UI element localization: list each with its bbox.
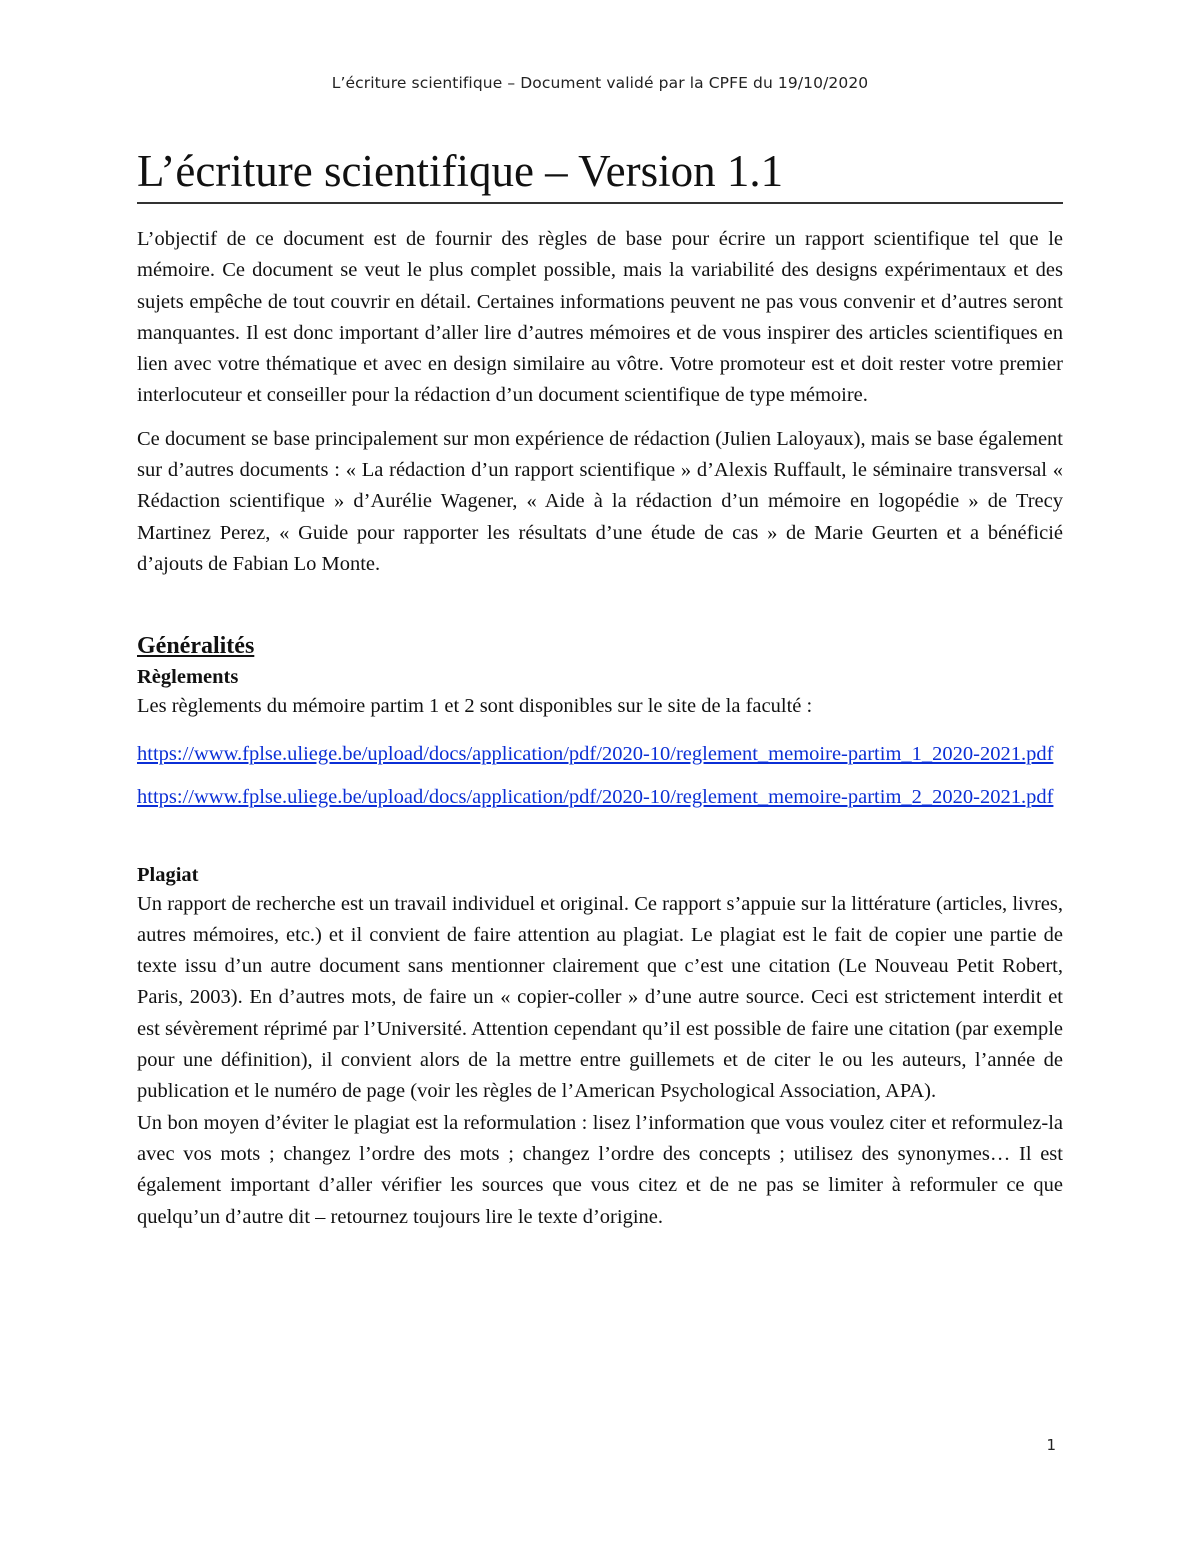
section-heading-generalites: Généralités <box>137 633 255 660</box>
plagiat-paragraph-2: Un bon moyen d’éviter le plagiat est la reformulation : lisez l’information que vous voulez citer et reformulez-la avec vos mots ; changez l’ordre des mots ; changez l’ordre des concepts ; utilisez des synonymes… Il est également important d’aller vérifier les sources que vous citez et de ne pas se limiter à reformuler ce que quelqu’un d’autre dit – retournez toujours lire le texte d’origine. <box>137 1111 1063 1228</box>
plagiat-paragraph-1: Un rapport de recherche est un travail individuel et original. Ce rapport s’appuie sur la littérature (articles, livres, autres mémoires, etc.) et il convient de faire attention au plagiat. Le plagiat est le fait de copier une partie de texte issu d’un autre document sans mentionner clairement que c’est une citation (Le Nouveau Petit Robert, Paris, 2003). En d’autres mots, de faire un « copier-coller » d’une autre source. Ceci est strictement interdit et est sévèrement réprimé par l’Université. Attention cependant qu’il est possible de faire une citation (par exemple pour une définition), il convient alors de la mettre entre guillemets et de citer le ou les auteurs, l’année de publication et le numéro de page (voir les règles de l’American Psychological Association, APA). <box>137 892 1063 1103</box>
reglement-link-2-container <box>137 782 1063 813</box>
reglements-text: Les règlements du mémoire partim 1 et 2 sont disponibles sur le site de la faculté : <box>137 695 813 718</box>
subheading-plagiat: Plagiat <box>137 863 199 886</box>
reglement-partim-1-link[interactable]: https://www.fplse.uliege.be/upload/docs/application/pdf/2020-10/reglement_memoire-partim_1_2020-2021.pdf <box>137 742 1054 765</box>
reglement-partim-2-link[interactable]: https://www.fplse.uliege.be/upload/docs/application/pdf/2020-10/reglement_memoire-partim_2_2020-2021.pdf <box>137 785 1054 808</box>
page-header: L’écriture scientifique – Document validé par la CPFE du 19/10/2020 <box>331 74 869 92</box>
intro-paragraph-1: L’objectif de ce document est de fournir des règles de base pour écrire un rapport scientifique tel que le mémoire. Ce document se veut le plus complet possible, mais la variabilité des designs expérimentaux et des sujets empêche de tout couvrir en détail. Certaines informations peuvent ne pas vous convenir et d’autres seront manquantes. Il est donc important d’aller lire d’autres mémoires et de vous inspirer des articles scientifiques en lien avec votre thématique et avec en design similaire au vôtre. Votre promoteur est et doit rester votre premier interlocuteur et conseiller pour la rédaction d’un document scientifique de type mémoire. <box>137 228 1063 407</box>
page-content <box>137 142 1063 1233</box>
page-number: 1 <box>1046 1436 1056 1454</box>
document-title: L’écriture scientifique – Version 1.1 <box>137 142 1063 204</box>
reglement-link-1-container <box>137 739 1063 770</box>
subheading-reglements: Règlements <box>137 666 239 689</box>
intro-paragraph-2: Ce document se base principalement sur mon expérience de rédaction (Julien Laloyaux), mais se base également sur d’autres documents : « La rédaction d’un rapport scientifique » d’Alexis Ruffault, le séminaire transversal « Rédaction scientifique » d’Aurélie Wagener, « Aide à la rédaction d’un mémoire en logopédie » de Trecy Martinez Perez, « Guide pour rapporter les résultats d’une étude de cas » de Marie Geurten et a bénéficié d’ajouts de Fabian Lo Monte. <box>137 427 1063 575</box>
